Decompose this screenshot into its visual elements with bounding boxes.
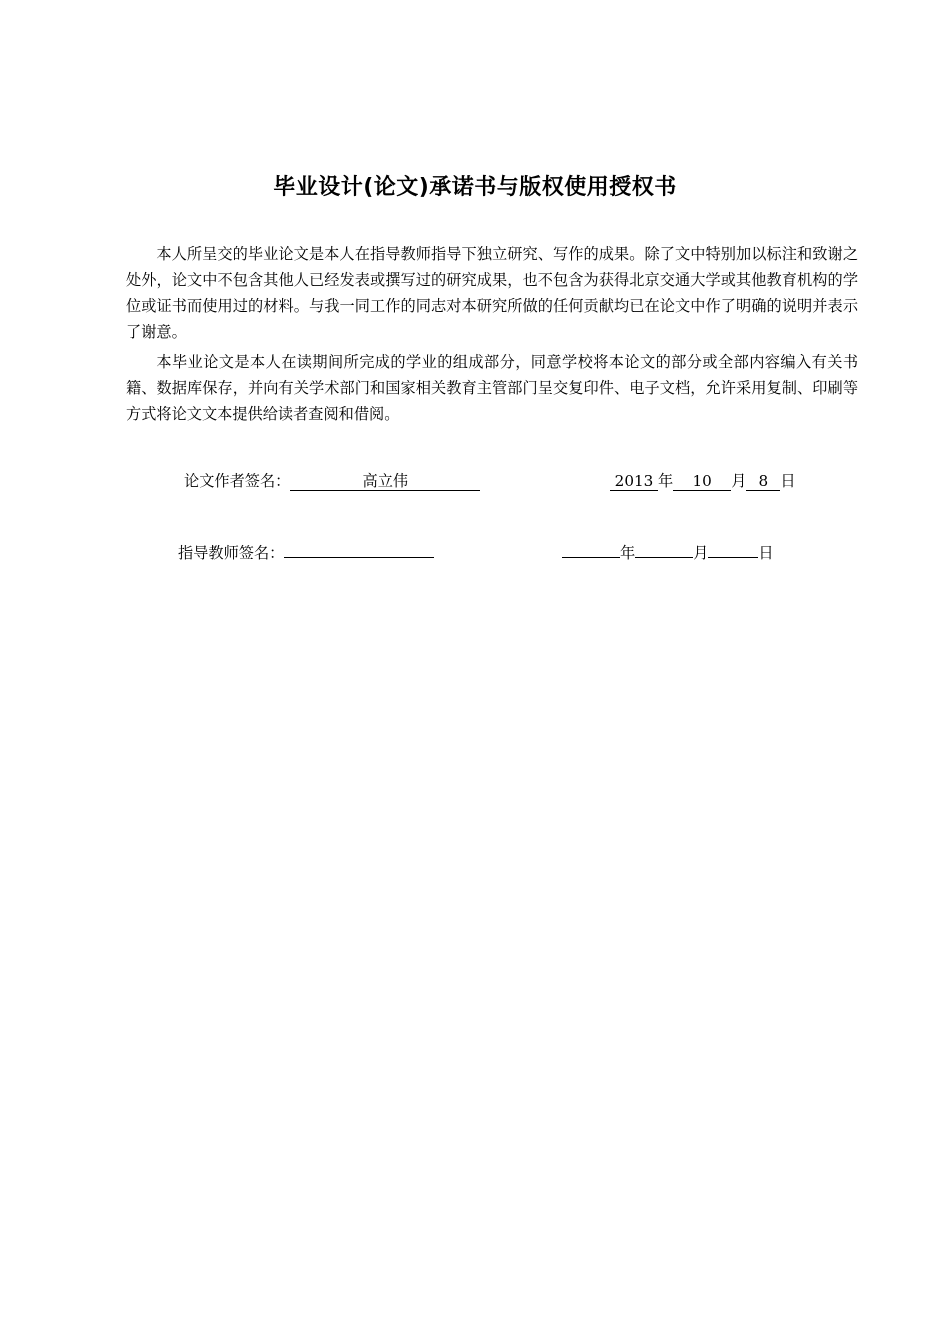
advisor-date-day-field — [708, 539, 758, 558]
author-month-unit: 月 — [731, 472, 747, 490]
author-date-day-field — [746, 472, 780, 491]
author-date-month: 10 — [692, 472, 712, 490]
document-title: 毕业设计(论文)承诺书与版权使用授权书 — [273, 175, 677, 200]
author-date-year: 2013 — [614, 472, 654, 490]
author-year-unit: 年 — [658, 472, 674, 490]
advisor-year-unit: 年 — [620, 544, 636, 562]
advisor-month-unit: 月 — [693, 544, 709, 562]
author-signature-line — [184, 470, 480, 492]
advisor-signature-line — [178, 539, 434, 564]
author-day-unit: 日 — [780, 472, 796, 490]
paragraph-commitment: 本人所呈交的毕业论文是本人在指导教师指导下独立研究、写作的成果。除了文中特别加以标注和致谢之处外，论文中不包含其他人已经发表或撰写过的研究成果，也不包含为获得北京交通大学或其他教育机构的学位或证书而使用过的材料。与我一同工作的同志对本研究所做的任何贡献均已在论文中作了明确的说明并表示了谢意。 — [126, 245, 858, 341]
advisor-signature-label: 指导教师签名： — [178, 544, 285, 562]
advisor-date-month-field — [635, 539, 693, 558]
advisor-date-year-field — [562, 539, 620, 558]
advisor-day-unit: 日 — [758, 544, 774, 562]
author-date-year-field — [610, 472, 658, 491]
advisor-date-line — [562, 539, 774, 564]
advisor-signature-field — [284, 539, 434, 558]
author-name: 高立伟 — [362, 472, 409, 490]
author-date-line — [610, 470, 796, 492]
author-signature-field — [290, 472, 480, 491]
author-date-month-field — [673, 472, 731, 491]
author-date-day: 8 — [758, 472, 769, 490]
paragraph-authorization: 本毕业论文是本人在读期间所完成的学业的组成部分，同意学校将本论文的部分或全部内容编入有关书籍、数据库保存，并向有关学术部门和国家相关教育主管部门呈交复印件、电子文档，允许采用复制、印刷等方式将论文文本提供给读者查阅和借阅。 — [126, 353, 858, 423]
author-signature-label: 论文作者签名： — [184, 472, 291, 490]
